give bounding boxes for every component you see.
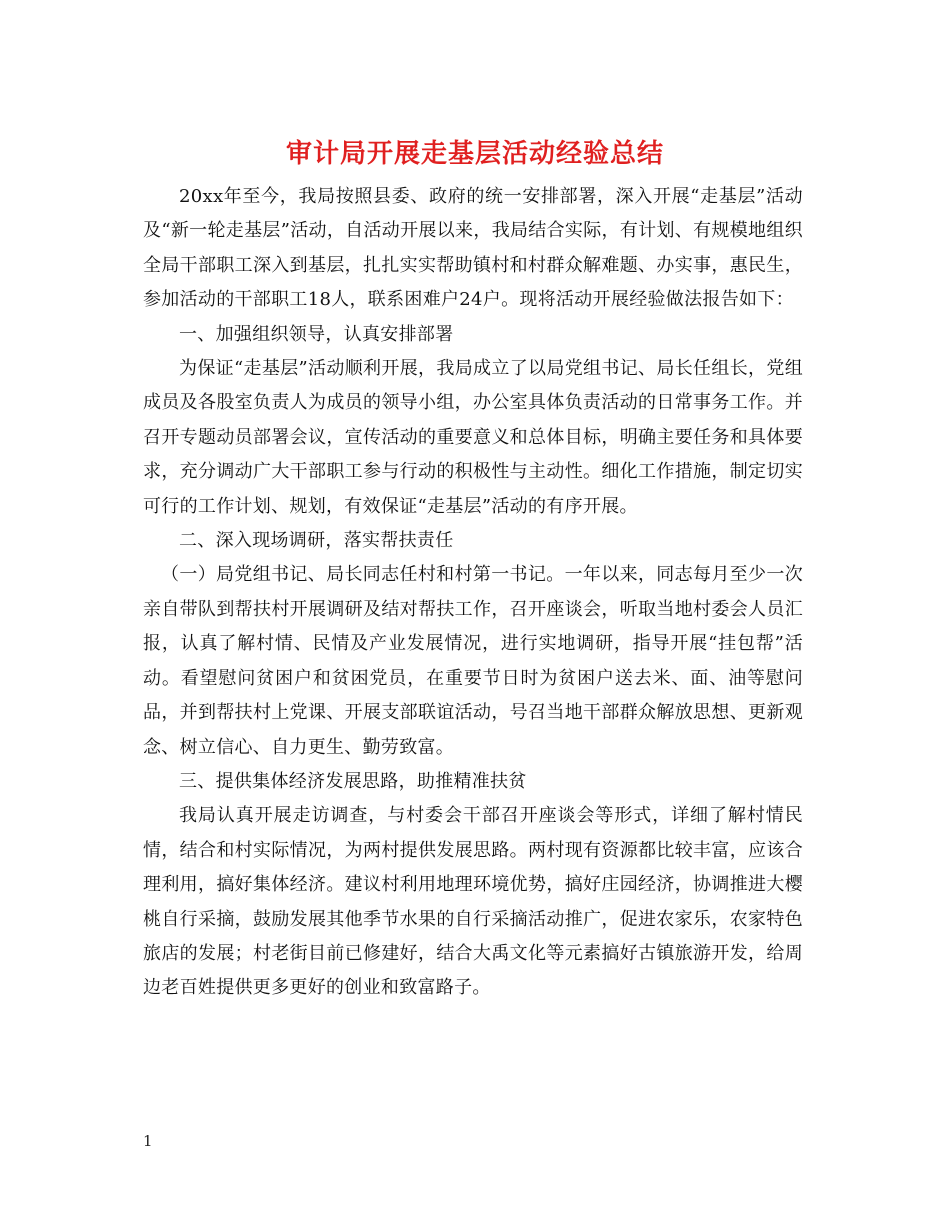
document-title: 审计局开展走基层活动经验总结	[285, 139, 664, 169]
paragraph-section-3: 我局认真开展走访调查，与村委会干部召开座谈会等形式，详细了解村情民情，结合和村实际情况，为两村提供发展思路。两村现有资源都比较丰富，应该合理利用，搞好集体经济。建议村利用地理环境优势，搞好庄园经济，协调推进大樱桃自行采摘，鼓励发展其他季节水果的自行采摘活动推广，促进农家乐，农家特色旅店的发展；村老街目前已修建好，结合大禹文化等元素搞好古镇旅游开发，给周边老百姓提供更多更好的创业和致富路子。	[143, 805, 803, 999]
page-number: 1	[143, 1132, 153, 1150]
paragraph-section-2-item-1: （一）局党组书记、局长同志任村和村第一书记。一年以来，同志每月至少一次亲自带队到帮扶村开展调研及结对帮扶工作，召开座谈会，听取当地村委会人员汇报，认真了解村情、民情及产业发展情况，进行实地调研，指导开展“挂包帮”活动。看望慰问贫困户和贫困党员，在重要节日时为贫困户送去米、面、油等慰问品，并到帮扶村上党课、开展支部联谊活动，号召当地干部群众解放思想、更新观念、树立信心、自力更生、勤劳致富。	[143, 564, 803, 758]
section-heading-1: 一、加强组织领导，认真安排部署	[179, 323, 454, 345]
section-heading-2: 二、深入现场调研，落实帮扶责任	[179, 530, 454, 552]
paragraph-section-1: 为保证“走基层”活动顺利开展，我局成立了以局党组书记、局长任组长，党组成员及各股室负责人为成员的领导小组，办公室具体负责活动的日常事务工作。并召开专题动员部署会议，宣传活动的重要意义和总体目标，明确主要任务和具体要求，充分调动广大干部职工参与行动的积极性与主动性。细化工作措施，制定切实可行的工作计划、规划，有效保证“走基层”活动的有序开展。	[143, 358, 803, 517]
document-body	[143, 180, 803, 1006]
paragraph-intro: 20xx年至今，我局按照县委、政府的统一安排部署，深入开展“走基层”活动及“新一轮走基层”活动，自活动开展以来，我局结合实际，有计划、有规模地组织全局干部职工深入到基层，扎扎实实帮助镇村和村群众解难题、办实事，惠民生，参加活动的干部职工18人，联系困难户24户。现将活动开展经验做法报告如下：	[143, 186, 803, 311]
section-heading-3: 三、提供集体经济发展思路，助推精准扶贫	[179, 770, 527, 792]
